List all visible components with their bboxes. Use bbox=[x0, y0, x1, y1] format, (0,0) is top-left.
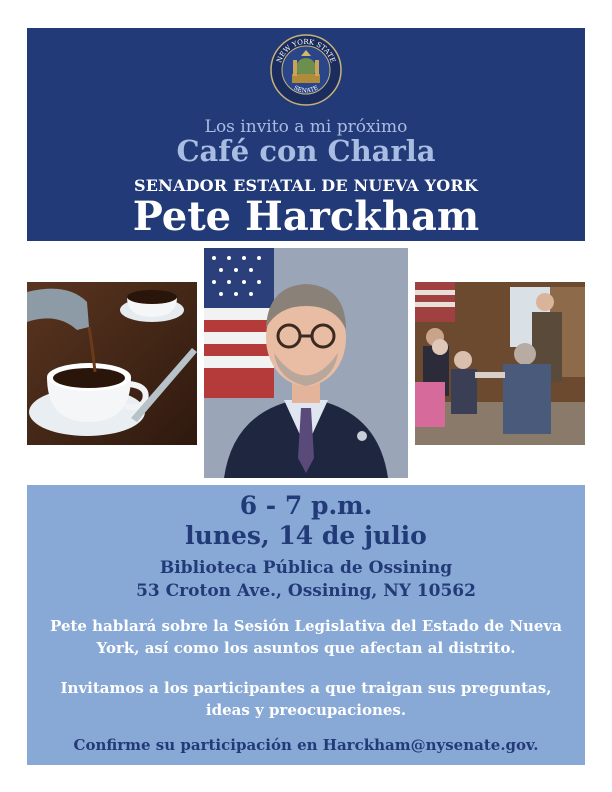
senator-portrait bbox=[204, 248, 408, 478]
event-details-panel bbox=[27, 485, 585, 765]
event-name: Café con Charla bbox=[176, 134, 436, 168]
event-venue: Biblioteca Pública de Ossining bbox=[159, 558, 453, 578]
coffee-photo bbox=[27, 282, 197, 445]
header-banner bbox=[27, 28, 585, 241]
event-description: Pete hablará sobre la Sesión Legislativa del Estado de Nueva York, así como los asuntos que afectan al distrito. bbox=[50, 617, 562, 657]
invite-line: Los invito a mi próximo bbox=[204, 117, 408, 137]
event-address: 53 Croton Ave., Ossining, NY 10562 bbox=[136, 581, 476, 601]
event-date: lunes, 14 de julio bbox=[185, 521, 427, 550]
senator-role: SENADOR ESTATAL DE NUEVA YORK bbox=[134, 176, 478, 195]
senator-name: Pete Harckham bbox=[132, 193, 480, 240]
seal-text-bottom: SENATE bbox=[292, 84, 320, 95]
participant-invitation: Invitamos a los participantes a que traigan sus preguntas, ideas y preocupaciones. bbox=[60, 679, 552, 719]
meeting-photo bbox=[415, 282, 585, 445]
senate-seal-icon bbox=[270, 34, 342, 106]
seal-text-top: NEW YORK STATE bbox=[275, 37, 337, 64]
event-time: 6 - 7 p.m. bbox=[239, 491, 373, 520]
rsvp-line[interactable]: Confirme su participación en Harckham@nysenate.gov. bbox=[73, 736, 539, 754]
